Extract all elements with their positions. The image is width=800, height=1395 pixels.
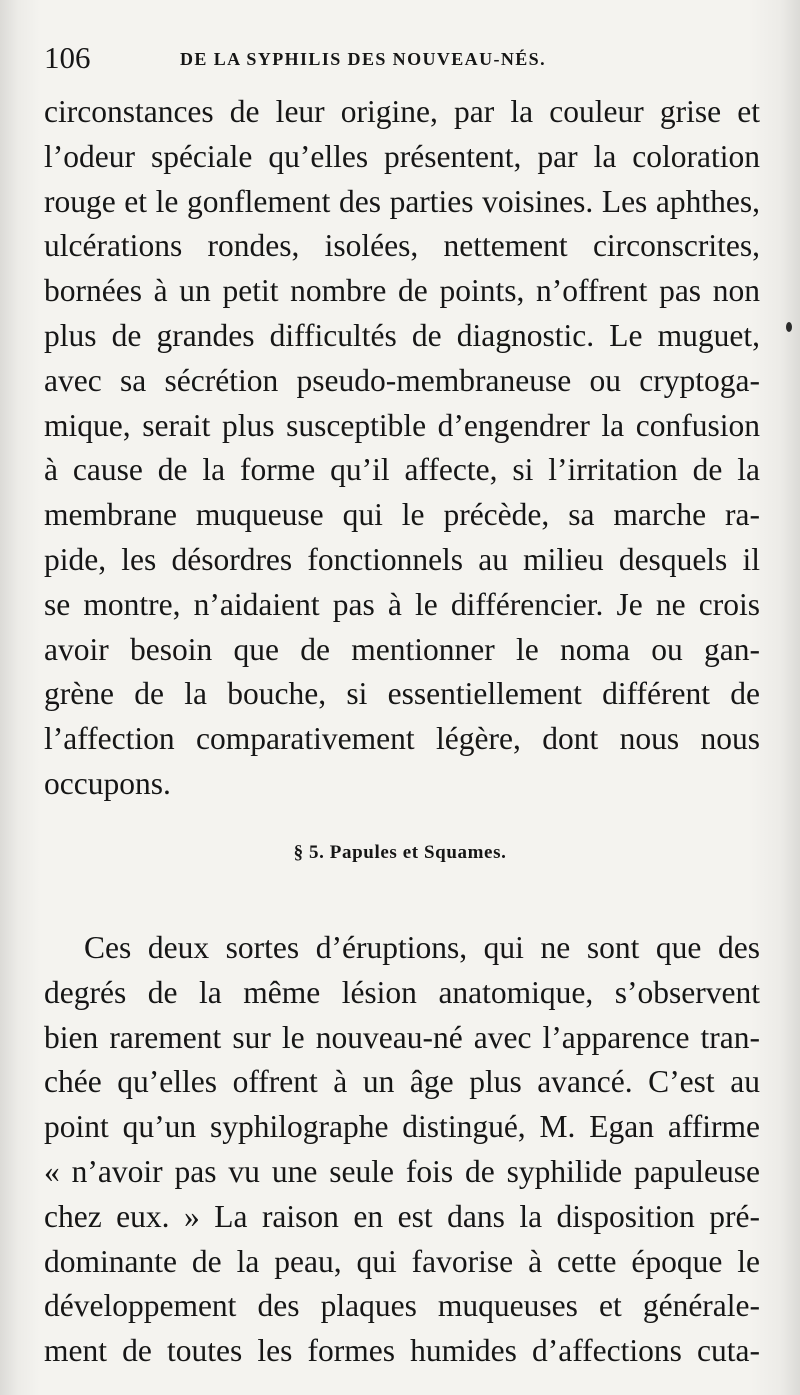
text-line: Ces deux sortes d’éruptions, qui ne sont que des: [84, 930, 760, 965]
text-line: mique, serait plus susceptible d’engendrer la confusion: [44, 407, 760, 443]
ink-spot: [786, 322, 792, 332]
text-line: bornées à un petit nombre de points, n’offrent pas non: [44, 273, 760, 309]
section-heading: § 5. Papules et Squames.: [293, 842, 507, 863]
text-line: plus de grandes difficultés de diagnostic. Le muguet,: [44, 317, 760, 353]
text-line: point qu’un syphilographe distingué, M. Egan affirme: [44, 1109, 760, 1145]
text-line: chée qu’elles offrent à un âge plus avancé. C’est au: [44, 1064, 760, 1100]
text-line: grène de la bouche, si essentiellement différent de: [44, 676, 760, 712]
text-line: « n’avoir pas vu une seule fois de syphilide papuleuse: [44, 1153, 760, 1189]
text-line: membrane muqueuse qui le précède, sa marche ra-: [44, 497, 760, 533]
text-line: bien rarement sur le nouveau-né avec l’apparence tran-: [44, 1019, 760, 1055]
text-line: occupons.: [44, 765, 171, 801]
text-line: dominante de la peau, qui favorise à cette époque le: [44, 1243, 760, 1279]
paragraph-2: [44, 926, 760, 1374]
text-line: rouge et le gonflement des parties voisines. Les aphthes,: [44, 183, 760, 219]
text-line: pide, les désordres fonctionnels au milieu desquels il: [44, 541, 760, 577]
text-line: circonstances de leur origine, par la couleur grise et: [44, 94, 760, 129]
running-head: [44, 38, 760, 78]
text-line: chez eux. » La raison en est dans la disposition pré-: [44, 1198, 760, 1234]
text-line: avec sa sécrétion pseudo-membraneuse ou cryptoga-: [44, 362, 760, 398]
text-line: l’odeur spéciale qu’elles présentent, par la coloration: [44, 138, 760, 174]
text-line: à cause de la forme qu’il affecte, si l’irritation de la: [44, 452, 760, 488]
running-title: DE LA SYPHILIS DES NOUVEAU-NÉS.: [180, 49, 546, 69]
text-line: avoir besoin que de mentionner le noma ou gan-: [44, 631, 760, 667]
text-line: développement des plaques muqueuses et générale-: [44, 1288, 760, 1324]
page-number: 106: [44, 40, 91, 75]
text-line: ment de toutes les formes humides d’affections cuta-: [44, 1333, 760, 1369]
text-line: l’affection comparativement légère, dont nous nous: [44, 721, 760, 757]
text-line: se montre, n’aidaient pas à le différencier. Je ne crois: [44, 586, 760, 622]
text-line: ulcérations rondes, isolées, nettement circonscrites,: [44, 228, 760, 264]
text-line: degrés de la même lésion anatomique, s’observent: [44, 974, 760, 1010]
paragraph-1: [44, 90, 760, 807]
